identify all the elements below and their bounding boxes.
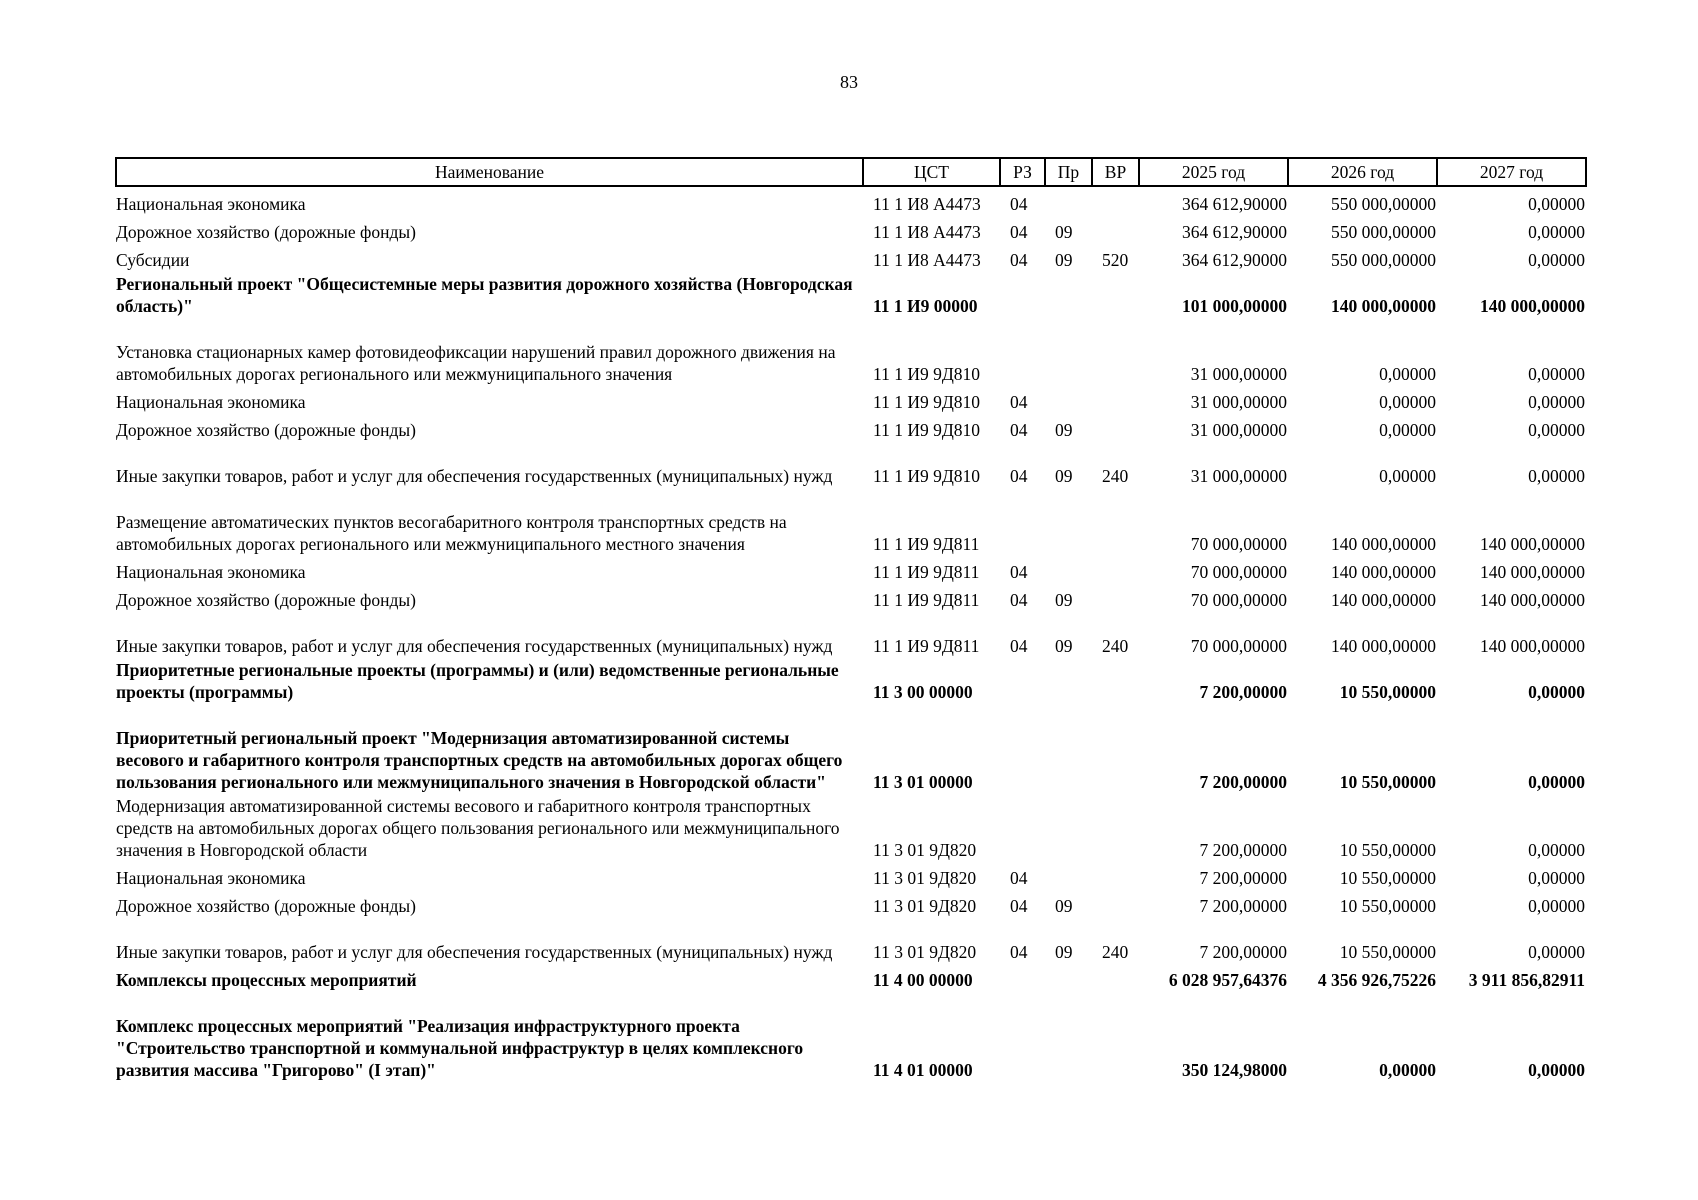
- table-row: [116, 413, 1586, 441]
- cell-2025: 70 000,00000: [1190, 534, 1287, 554]
- cell-vr: [1092, 413, 1139, 441]
- cell-vr: [1092, 889, 1139, 917]
- cell-2025: 7 200,00000: [1199, 840, 1287, 860]
- cell-cst: 11 1 И9 9Д810: [873, 420, 981, 440]
- cell-2026: 0,00000: [1379, 466, 1436, 486]
- cell-cst: 11 1 И8 А4473: [873, 250, 981, 270]
- cell-rz: 04: [1010, 222, 1028, 242]
- cell-cst: 11 1 И9 9Д810: [873, 364, 981, 384]
- cell-2026: 0,00000: [1379, 392, 1436, 412]
- cell-cst: 11 1 И8 А4473: [873, 222, 981, 242]
- cell-rz: 04: [1010, 392, 1028, 412]
- header-2027: 2027 год: [1437, 158, 1586, 186]
- cell-2026: 10 550,00000: [1339, 896, 1436, 916]
- cell-2025: 31 000,00000: [1190, 392, 1287, 412]
- cell-name: Комплекс процессных мероприятий "Реализация инфраструктурного проекта "Строительство транспортной и коммунальной инфраструктур в целях комплексного развития массива "Григорово" (I этап)": [116, 1016, 804, 1080]
- cell-2025: 7 200,00000: [1199, 896, 1287, 916]
- cell-name: Региональный проект "Общесистемные меры развития дорожного хозяйства (Новгородская область)": [116, 274, 853, 316]
- cell-pr: [1045, 793, 1092, 861]
- table-row: [116, 441, 1586, 487]
- cell-vr: [1092, 583, 1139, 611]
- cell-pr: [1045, 861, 1092, 889]
- cell-2026: 10 550,00000: [1339, 840, 1436, 860]
- cell-2026: 10 550,00000: [1339, 942, 1436, 962]
- table-row: [116, 243, 1586, 271]
- cell-2025: 101 000,00000: [1182, 296, 1287, 316]
- cell-2026: 550 000,00000: [1331, 250, 1436, 270]
- cell-rz: [1000, 657, 1045, 703]
- cell-cst: 11 1 И9 00000: [873, 296, 978, 316]
- cell-vr: [1092, 271, 1139, 317]
- cell-pr: [1045, 271, 1092, 317]
- cell-pr: [1045, 963, 1092, 991]
- cell-rz: 04: [1010, 868, 1028, 888]
- cell-rz: 04: [1010, 562, 1028, 582]
- cell-rz: 04: [1010, 896, 1028, 916]
- cell-2025: 31 000,00000: [1190, 420, 1287, 440]
- budget-table: [115, 157, 1587, 1081]
- cell-vr: [1092, 793, 1139, 861]
- cell-2027: 3 911 856,82911: [1468, 970, 1585, 990]
- header-cst: ЦСТ: [863, 158, 1000, 186]
- table-row: [116, 186, 1586, 215]
- cell-rz: [1000, 271, 1045, 317]
- cell-2025: 70 000,00000: [1190, 590, 1287, 610]
- cell-2026: 4 356 926,75226: [1317, 970, 1436, 990]
- cell-2025: 31 000,00000: [1190, 364, 1287, 384]
- cell-rz: [1000, 487, 1045, 555]
- cell-2026: 550 000,00000: [1331, 222, 1436, 242]
- table-row: [116, 657, 1586, 703]
- cell-vr: [1092, 555, 1139, 583]
- cell-pr: [1045, 186, 1092, 215]
- cell-2027: 0,00000: [1528, 392, 1585, 412]
- table-row: [116, 917, 1586, 963]
- header-pr: Пр: [1045, 158, 1092, 186]
- cell-name: Приоритетные региональные проекты (программы) и (или) ведомственные региональные проекты (программы): [116, 660, 839, 702]
- cell-2026: 0,00000: [1379, 1060, 1436, 1080]
- cell-pr: 09: [1055, 250, 1073, 270]
- cell-vr: [1092, 487, 1139, 555]
- cell-vr: 240: [1102, 466, 1129, 486]
- cell-2025: 70 000,00000: [1190, 636, 1287, 656]
- cell-2027: 0,00000: [1528, 840, 1585, 860]
- cell-2026: 140 000,00000: [1331, 296, 1436, 316]
- cell-cst: 11 3 01 9Д820: [873, 868, 977, 888]
- cell-2025: 6 028 957,64376: [1168, 970, 1287, 990]
- table-row: [116, 317, 1586, 385]
- table-row: [116, 611, 1586, 657]
- cell-name: Национальная экономика: [116, 868, 306, 888]
- cell-rz: 04: [1010, 590, 1028, 610]
- cell-2027: 0,00000: [1528, 942, 1585, 962]
- header-name: Наименование: [116, 158, 863, 186]
- cell-cst: 11 4 01 00000: [873, 1060, 973, 1080]
- cell-pr: 09: [1055, 466, 1073, 486]
- cell-2026: 140 000,00000: [1331, 562, 1436, 582]
- table-row: [116, 703, 1586, 793]
- table-row: [116, 889, 1586, 917]
- cell-name: Субсидии: [116, 250, 190, 270]
- cell-2025: 7 200,00000: [1199, 682, 1287, 702]
- cell-vr: [1092, 317, 1139, 385]
- cell-2026: 0,00000: [1379, 420, 1436, 440]
- cell-rz: 04: [1010, 942, 1028, 962]
- cell-cst: 11 1 И9 9Д810: [873, 392, 981, 412]
- cell-name: Иные закупки товаров, работ и услуг для обеспечения государственных (муниципальных) нужд: [116, 636, 833, 656]
- cell-2027: 0,00000: [1528, 896, 1585, 916]
- cell-pr: [1045, 487, 1092, 555]
- cell-vr: [1092, 991, 1139, 1081]
- cell-vr: 240: [1102, 942, 1129, 962]
- table-row: [116, 963, 1586, 991]
- cell-2027: 0,00000: [1528, 772, 1585, 792]
- header-2025: 2025 год: [1139, 158, 1288, 186]
- cell-rz: 04: [1010, 194, 1028, 214]
- cell-2025: 7 200,00000: [1199, 868, 1287, 888]
- cell-pr: [1045, 657, 1092, 703]
- cell-2025: 7 200,00000: [1199, 942, 1287, 962]
- cell-name: Дорожное хозяйство (дорожные фонды): [116, 896, 417, 916]
- cell-cst: 11 1 И9 9Д810: [873, 466, 981, 486]
- cell-2027: 0,00000: [1528, 194, 1585, 214]
- cell-pr: 09: [1055, 942, 1073, 962]
- cell-rz: 04: [1010, 636, 1028, 656]
- cell-name: Иные закупки товаров, работ и услуг для обеспечения государственных (муниципальных) нужд: [116, 942, 833, 962]
- cell-cst: 11 3 01 9Д820: [873, 840, 977, 860]
- cell-rz: [1000, 703, 1045, 793]
- table-header-row: [116, 158, 1586, 186]
- cell-2027: 0,00000: [1528, 868, 1585, 888]
- cell-pr: 09: [1055, 896, 1073, 916]
- cell-2025: 350 124,98000: [1182, 1060, 1287, 1080]
- cell-cst: 11 1 И9 9Д811: [873, 590, 980, 610]
- cell-name: Приоритетный региональный проект "Модернизация автоматизированной системы весового и габаритного контроля транспортных средств на автомобильных дорогах общего пользования регионального или межмуниципального значения в Новгородской области": [116, 728, 843, 792]
- header-rz: РЗ: [1000, 158, 1045, 186]
- cell-2027: 0,00000: [1528, 364, 1585, 384]
- cell-pr: 09: [1055, 636, 1073, 656]
- cell-rz: 04: [1010, 250, 1028, 270]
- table-row: [116, 991, 1586, 1081]
- cell-2025: 364 612,90000: [1182, 194, 1287, 214]
- cell-cst: 11 3 01 9Д820: [873, 942, 977, 962]
- cell-cst: 11 1 И8 А4473: [873, 194, 981, 214]
- cell-2027: 140 000,00000: [1480, 534, 1585, 554]
- cell-cst: 11 3 00 00000: [873, 682, 973, 702]
- cell-name: Дорожное хозяйство (дорожные фонды): [116, 590, 417, 610]
- cell-pr: 09: [1055, 222, 1073, 242]
- cell-rz: 04: [1010, 466, 1028, 486]
- cell-2027: 0,00000: [1528, 420, 1585, 440]
- cell-2026: 10 550,00000: [1339, 682, 1436, 702]
- cell-name: Национальная экономика: [116, 392, 306, 412]
- cell-2026: 0,00000: [1379, 364, 1436, 384]
- table-row: [116, 793, 1586, 861]
- cell-2026: 140 000,00000: [1331, 534, 1436, 554]
- cell-name: Национальная экономика: [116, 562, 306, 582]
- cell-pr: [1045, 991, 1092, 1081]
- cell-2027: 140 000,00000: [1480, 590, 1585, 610]
- cell-cst: 11 3 01 9Д820: [873, 896, 977, 916]
- cell-vr: 240: [1102, 636, 1129, 656]
- cell-pr: [1045, 385, 1092, 413]
- cell-name: Иные закупки товаров, работ и услуг для обеспечения государственных (муниципальных) нужд: [116, 466, 833, 486]
- cell-pr: 09: [1055, 420, 1073, 440]
- cell-name: Национальная экономика: [116, 194, 306, 214]
- table-row: [116, 215, 1586, 243]
- cell-vr: [1092, 963, 1139, 991]
- cell-name: Размещение автоматических пунктов весогабаритного контроля транспортных средств на автомобильных дорогах регионального или межмуниципального местного значения: [116, 512, 787, 554]
- cell-2027: 140 000,00000: [1480, 636, 1585, 656]
- table-row: [116, 271, 1586, 317]
- cell-vr: [1092, 703, 1139, 793]
- cell-2025: 364 612,90000: [1182, 222, 1287, 242]
- cell-name: Модернизация автоматизированной системы весового и габаритного контроля транспортных средств на автомобильных дорогах общего пользования регионального или межмуниципального значения в Новгородской области: [116, 796, 840, 860]
- cell-2026: 140 000,00000: [1331, 590, 1436, 610]
- cell-2027: 0,00000: [1528, 222, 1585, 242]
- cell-rz: 04: [1010, 420, 1028, 440]
- cell-2026: 140 000,00000: [1331, 636, 1436, 656]
- cell-2025: 7 200,00000: [1199, 772, 1287, 792]
- cell-2025: 31 000,00000: [1190, 466, 1287, 486]
- cell-2027: 0,00000: [1528, 250, 1585, 270]
- cell-vr: 520: [1102, 250, 1129, 270]
- page-number: 83: [840, 72, 858, 92]
- cell-pr: [1045, 703, 1092, 793]
- cell-cst: 11 1 И9 9Д811: [873, 562, 980, 582]
- cell-2025: 364 612,90000: [1182, 250, 1287, 270]
- cell-2027: 0,00000: [1528, 682, 1585, 702]
- cell-name: Дорожное хозяйство (дорожные фонды): [116, 420, 417, 440]
- cell-pr: [1045, 317, 1092, 385]
- table-row: [116, 861, 1586, 889]
- cell-rz: [1000, 991, 1045, 1081]
- cell-2025: 70 000,00000: [1190, 562, 1287, 582]
- cell-2027: 0,00000: [1528, 1060, 1585, 1080]
- cell-2026: 10 550,00000: [1339, 772, 1436, 792]
- cell-name: Дорожное хозяйство (дорожные фонды): [116, 222, 417, 242]
- cell-vr: [1092, 385, 1139, 413]
- header-vr: ВР: [1092, 158, 1139, 186]
- cell-cst: 11 1 И9 9Д811: [873, 534, 980, 554]
- cell-2027: 140 000,00000: [1480, 296, 1585, 316]
- cell-2026: 550 000,00000: [1331, 194, 1436, 214]
- cell-vr: [1092, 657, 1139, 703]
- table-row: [116, 555, 1586, 583]
- cell-name: Установка стационарных камер фотовидеофиксации нарушений правил дорожного движения на автомобильных дорогах регионального или межмуниципального значения: [116, 342, 836, 384]
- cell-pr: 09: [1055, 590, 1073, 610]
- cell-rz: [1000, 317, 1045, 385]
- cell-vr: [1092, 215, 1139, 243]
- cell-2027: 0,00000: [1528, 466, 1585, 486]
- cell-rz: [1000, 963, 1045, 991]
- cell-cst: 11 3 01 00000: [873, 772, 973, 792]
- cell-2026: 10 550,00000: [1339, 868, 1436, 888]
- header-2026: 2026 год: [1288, 158, 1437, 186]
- cell-rz: [1000, 793, 1045, 861]
- cell-cst: 11 4 00 00000: [873, 970, 973, 990]
- cell-name: Комплексы процессных мероприятий: [116, 970, 417, 990]
- table-row: [116, 487, 1586, 555]
- cell-2027: 140 000,00000: [1480, 562, 1585, 582]
- cell-vr: [1092, 861, 1139, 889]
- cell-cst: 11 1 И9 9Д811: [873, 636, 980, 656]
- table-row: [116, 385, 1586, 413]
- cell-pr: [1045, 555, 1092, 583]
- cell-vr: [1092, 186, 1139, 215]
- table-row: [116, 583, 1586, 611]
